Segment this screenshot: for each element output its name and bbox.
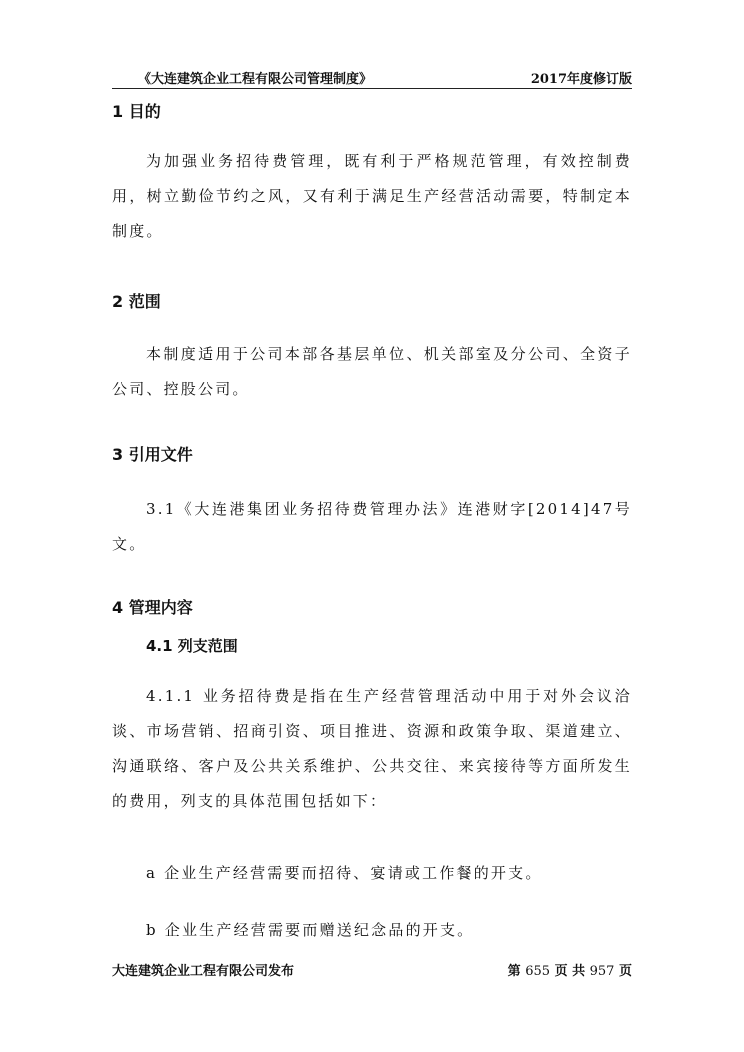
section-paragraph-references: 3.1《大连港集团业务招待费管理办法》连港财字[2014]47号文。 xyxy=(112,500,632,553)
page-prefix: 第 xyxy=(507,964,521,979)
section-paragraph-purpose: 为加强业务招待费管理，既有利于严格规范管理，有效控制费用，树立勤俭节约之风，又有利于满足生产经营活动需要，特制定本制度。 xyxy=(112,152,632,240)
section-heading-references: 3 引用文件 xyxy=(112,445,193,464)
page-footer xyxy=(112,960,632,982)
subsection-heading-scope-of-expenses: 4.1 列支范围 xyxy=(146,637,238,655)
section-paragraph-scope: 本制度适用于公司本部各基层单位、机关部室及分公司、全资子公司、控股公司。 xyxy=(112,345,632,398)
list-item-a: a 企业生产经营需要而招待、宴请或工作餐的开支。 xyxy=(146,864,543,882)
section-heading-management: 4 管理内容 xyxy=(112,598,193,617)
section-heading-purpose: 1 目的 xyxy=(112,102,161,121)
page-header xyxy=(112,64,632,89)
page-mid: 页 共 xyxy=(554,964,586,979)
section-heading-scope: 2 范围 xyxy=(112,292,161,311)
clause-paragraph-4-1-1: 4.1.1 业务招待费是指在生产经营管理活动中用于对外会议洽谈、市场营销、招商引资、项目推进、资源和政策争取、渠道建立、沟通联络、客户及公共关系维护、公共交往、来宾接待等方面所发生的费用，列支的具体范围包括如下： xyxy=(112,687,632,810)
page-suffix: 页 xyxy=(618,964,632,979)
document-title: 《大连建筑企业工程有限公司管理制度》 xyxy=(138,72,373,87)
page-current: 655 xyxy=(525,964,551,979)
document-version: 2017年度修订版 xyxy=(530,72,632,87)
page-total: 957 xyxy=(589,964,615,979)
page-number xyxy=(508,960,632,979)
publisher: 大连建筑企业工程有限公司发布 xyxy=(112,964,295,979)
list-item-b: b 企业生产经营需要而赠送纪念品的开支。 xyxy=(146,921,475,939)
